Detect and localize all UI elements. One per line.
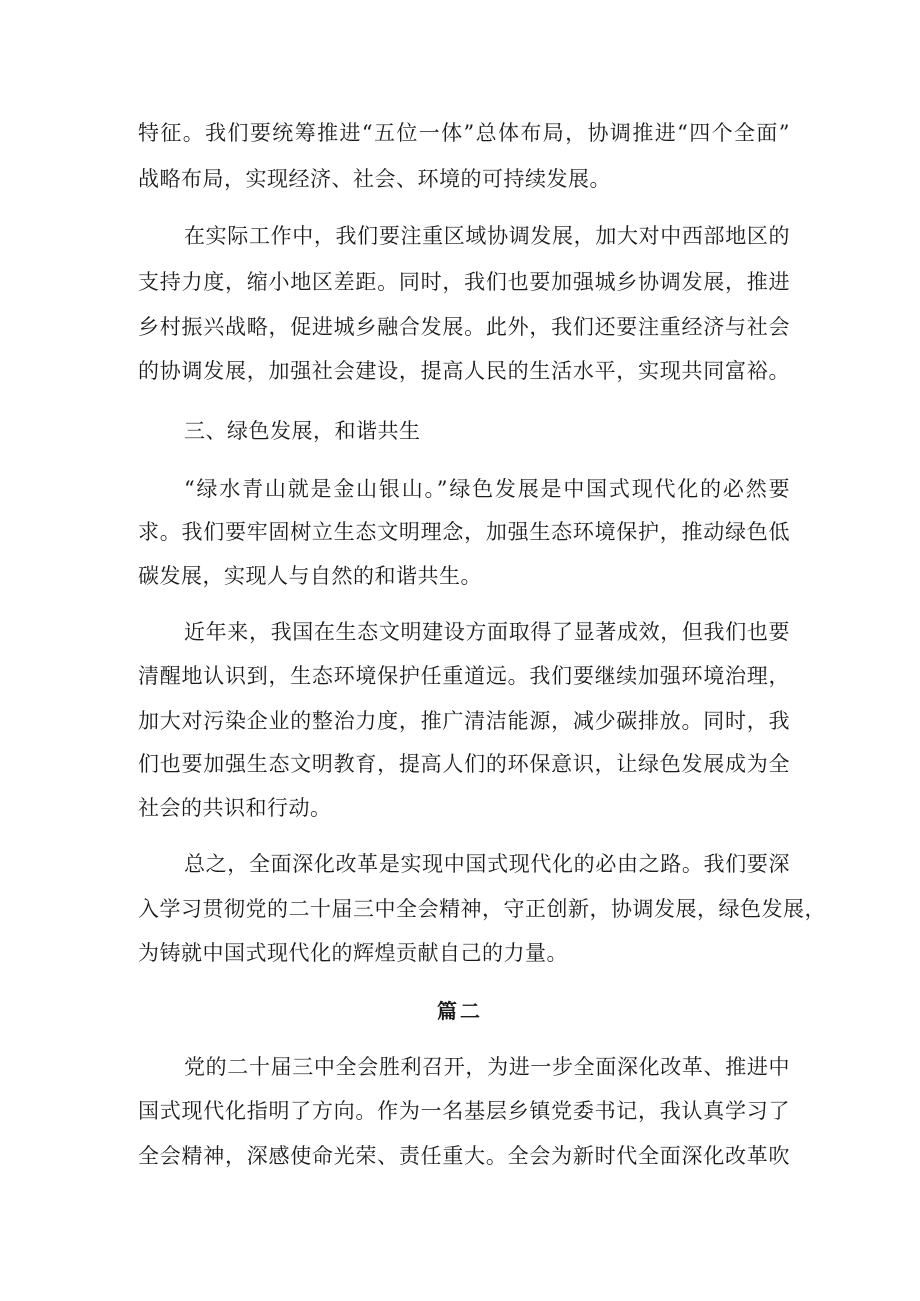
section-heading: 三、绿色发展，和谐共生 <box>184 419 421 443</box>
paragraph-line: 特征。我们要统筹推进“五位一体”总体布局，协调推进“四个全面” <box>138 121 790 145</box>
paragraph-line: 战略布局，实现经济、社会、环境的可持续发展。 <box>138 167 611 191</box>
paragraph-line: 总之，全面深化改革是实现中国式现代化的必由之路。我们要深 <box>184 852 790 876</box>
paragraph-line: 支持力度，缩小地区差距。同时，我们也要加强城乡协调发展，推进 <box>138 270 790 294</box>
paragraph-line: “绿水青山就是金山银山。”绿色发展是中国式现代化的必然要 <box>184 477 790 501</box>
paragraph-line: 国式现代化指明了方向。作为一名基层乡镇党委书记，我认真学习了 <box>138 1099 790 1123</box>
paragraph-line: 碳发展，实现人与自然的和谐共生。 <box>138 564 482 588</box>
paragraph-line: 全会精神，深感使命光荣、责任重大。全会为新时代全面深化改革吹 <box>138 1144 790 1168</box>
paragraph-line: 党的二十届三中全会胜利召开，为进一步全面深化改革、推进中 <box>184 1055 790 1079</box>
paragraph-line: 清醒地认识到，生态环境保护任重道远。我们要继续加强环境治理， <box>138 664 790 688</box>
paragraph-line: 为铸就中国式现代化的辉煌贡献自己的力量。 <box>138 941 568 965</box>
paragraph-line: 在实际工作中，我们要注重区域协调发展，加大对中西部地区的 <box>184 224 790 248</box>
paragraph-line: 入学习贯彻党的二十届三中全会精神，守正创新，协调发展，绿色发展， <box>138 897 826 921</box>
paragraph-line: 社会的共识和行动。 <box>138 796 332 820</box>
paragraph-line: 的协调发展，加强社会建设，提高人民的生活水平，实现共同富裕。 <box>138 359 790 383</box>
paragraph-line: 乡村振兴战略，促进城乡融合发展。此外，我们还要注重经济与社会 <box>138 315 790 339</box>
paragraph-line: 近年来，我国在生态文明建设方面取得了显著成效，但我们也要 <box>184 620 790 644</box>
paragraph-line: 加大对污染企业的整治力度，推广清洁能源，减少碳排放。同时，我 <box>138 709 790 733</box>
paragraph-line: 们也要加强生态文明教育，提高人们的环保意识，让绿色发展成为全 <box>138 752 790 776</box>
section-title: 篇二 <box>437 999 483 1023</box>
paragraph-line: 求。我们要牢固树立生态文明理念，加强生态环境保护，推动绿色低 <box>138 520 790 544</box>
